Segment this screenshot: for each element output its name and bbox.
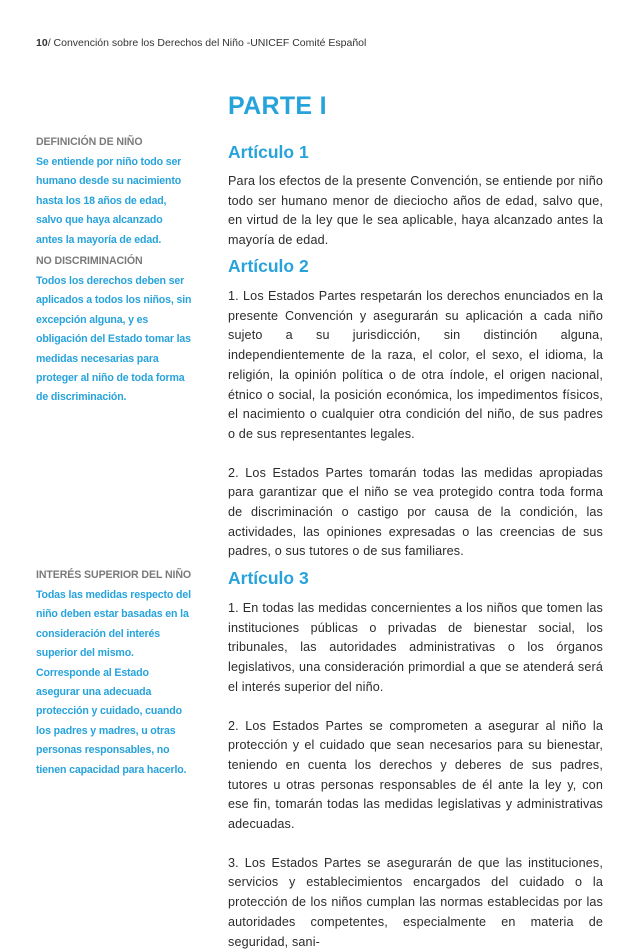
- sidebar-note-body: Todos los derechos deben ser aplicados a todos los niños, sin excepción alguna, y es obligación del Estado tomar las medidas necesarias para proteger al niño de toda forma de discriminación.: [36, 275, 192, 404]
- article-paragraph: 1. En todas las medidas concernientes a los niños que tomen las instituciones públicas o privadas de bienestar social, los tribunales, las autoridades administrativas o los órganos legislativos, una consideración primordial a que se atenderá será el interés superior del niño.: [228, 601, 603, 694]
- article-1: [228, 141, 603, 251]
- sidebar-note-title: NO DISCRIMINACIÓN: [36, 255, 143, 267]
- running-header: [36, 37, 366, 49]
- running-title: / Convención sobre los Derechos del Niño -UNICEF Comité Español: [47, 37, 367, 49]
- article-title: Artículo 1: [228, 142, 309, 162]
- sidebar-note-interes-superior: [36, 568, 192, 780]
- sidebar-note-definicion: [36, 135, 192, 250]
- article-title: Artículo 3: [228, 568, 309, 588]
- article-paragraph: 2. Los Estados Partes se comprometen a asegurar al niño la protección y el cuidado que sean necesarios para su bienestar, teniendo en cuenta los derechos y deberes de sus padres, tutores u otras personas responsables de él ante la ley y, con ese fin, tomarán todas las medidas legislativas y administrativas adecuadas.: [228, 718, 603, 832]
- article-paragraph: 1. Los Estados Partes respetarán los derechos enunciados en la presente Convención y asegurarán su aplicación a cada niño sujeto a su jurisdicción, sin distinción alguna, independientemente de la raza, el color, el sexo, el idioma, la religión, la opinión política o de otra índole, el origen nacional, étnico o social, la posición económica, los impedimentos físicos, el nacimiento o cualquier otra condición del niño, de sus padres o de sus representantes legales.: [228, 289, 603, 441]
- part-title: PARTE I: [228, 92, 327, 120]
- sidebar-note-no-discriminacion: [36, 254, 192, 408]
- article-paragraph: 2. Los Estados Partes tomarán todas las medidas apropiadas para garantizar que el niño se vea protegido contra toda forma de discriminación o castigo por causa de la condición, las actividades, las opiniones expresadas o las creencias de sus padres, o sus tutores o de sus familiares.: [228, 465, 603, 559]
- article-2: [228, 255, 603, 562]
- sidebar-note-body: Se entiende por niño todo ser humano desde su nacimiento hasta los 18 años de edad, salvo que haya alcanzado antes la mayoría de edad.: [36, 156, 182, 246]
- article-3: [228, 567, 603, 952]
- article-paragraph: Para los efectos de la presente Convención, se entiende por niño todo ser humano menor de dieciocho años de edad, salvo que, en virtud de la ley que le sea aplicable, haya alcanzado antes la mayoría de edad.: [228, 174, 603, 248]
- page-number: 10: [36, 37, 48, 49]
- sidebar-note-title: INTERÉS SUPERIOR DEL NIÑO: [36, 569, 192, 581]
- sidebar-note-body: Todas las medidas respecto del niño deben estar basadas en la consideración del interés superior del mismo. Corresponde al Estado asegurar una adecuada protección y cuidado, cuando los padres y madres, u otras personas responsables, no tienen capacidad para hacerlo.: [36, 589, 191, 776]
- sidebar-note-title: DEFINICIÓN DE NIÑO: [36, 136, 143, 148]
- article-title: Artículo 2: [228, 256, 309, 276]
- article-paragraph: 3. Los Estados Partes se asegurarán de que las instituciones, servicios y establecimientos encargados del cuidado o la protección de los niños cumplan las normas establecidas por las autoridades competentes, especialmente en materia de seguridad, sani-: [228, 855, 603, 949]
